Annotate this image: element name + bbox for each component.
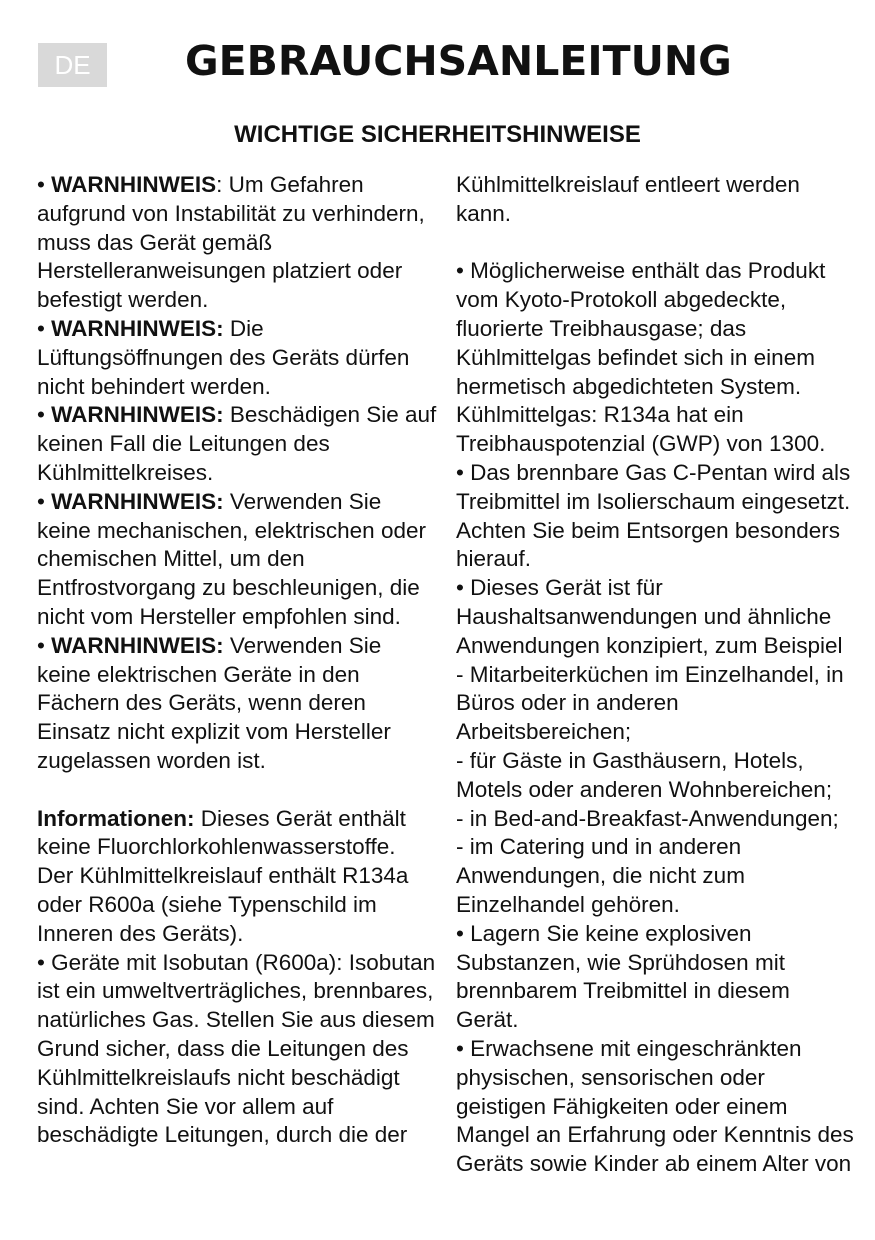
text-line: Anwendungen, die nicht zum bbox=[456, 863, 745, 889]
text-line: • Dieses Gerät ist für bbox=[456, 575, 663, 601]
text-line: Herstelleranweisungen platziert oder bbox=[37, 258, 403, 284]
text-line: Informationen: Dieses Gerät enthält bbox=[37, 805, 406, 831]
text-line: • Geräte mit Isobutan (R600a): Isobutan bbox=[37, 949, 436, 975]
text-line: - Mitarbeiterküchen im Einzelhandel, in bbox=[456, 661, 844, 687]
left-text-column bbox=[37, 171, 447, 1150]
text-line: Treibhauspotenzial (GWP) von 1300. bbox=[456, 431, 826, 457]
text-line: keinen Fall die Leitungen des bbox=[37, 431, 330, 457]
text-line: Mangel an Erfahrung oder Kenntnis des bbox=[456, 1122, 854, 1148]
text-line: • Lagern Sie keine explosiven bbox=[456, 920, 752, 946]
text-line: Einzelhandel gehören. bbox=[456, 891, 680, 917]
text-line: • WARNHINWEIS: Verwenden Sie bbox=[37, 488, 382, 514]
text-line: • Möglicherweise enthält das Produkt bbox=[456, 258, 826, 284]
text-line: natürliches Gas. Stellen Sie aus diesem bbox=[37, 1007, 435, 1033]
text-line: • Erwachsene mit eingeschränkten bbox=[456, 1035, 802, 1061]
text-line: Gerät. bbox=[456, 1007, 519, 1033]
text-line: Achten Sie beim Entsorgen besonders bbox=[456, 517, 840, 543]
page-title: GEBRAUCHSANLEITUNG bbox=[185, 37, 732, 85]
text-line: physischen, sensorischen oder bbox=[456, 1064, 765, 1090]
text-line: oder R600a (siehe Typenschild im bbox=[37, 891, 377, 917]
text-line: ist ein umweltverträgliches, brennbares, bbox=[37, 978, 434, 1004]
text-line: - im Catering und in anderen bbox=[456, 834, 742, 860]
text-line: Büros oder in anderen bbox=[456, 690, 679, 716]
text-line: aufgrund von Instabilität zu verhindern, bbox=[37, 200, 425, 226]
text-line: zugelassen worden ist. bbox=[37, 747, 266, 773]
text-line: Kühlmittelgas: R134a hat ein bbox=[456, 402, 744, 428]
text-line: chemischen Mittel, um den bbox=[37, 546, 305, 572]
text-line: geistigen Fähigkeiten oder einem bbox=[456, 1093, 788, 1119]
text-line: • WARNHINWEIS: Beschädigen Sie auf bbox=[37, 402, 437, 428]
text-line: • WARNHINWEIS: Verwenden Sie bbox=[37, 632, 382, 658]
text-line: brennbarem Treibmittel in diesem bbox=[456, 978, 790, 1004]
text-line: nicht vom Hersteller empfohlen sind. bbox=[37, 603, 401, 629]
text-line: keine elektrischen Geräte in den bbox=[37, 661, 360, 687]
text-line: hermetisch abgedichteten System. bbox=[456, 373, 802, 399]
text-line: Haushaltsanwendungen und ähnliche bbox=[456, 603, 832, 629]
text-line: • Das brennbare Gas C-Pentan wird als bbox=[456, 459, 851, 485]
text-line: muss das Gerät gemäß bbox=[37, 229, 273, 255]
text-line: Inneren des Geräts). bbox=[37, 920, 244, 946]
text-line: sind. Achten Sie vor allem auf bbox=[37, 1093, 334, 1119]
text-line: befestigt werden. bbox=[37, 287, 209, 313]
paragraph-gap bbox=[456, 229, 866, 258]
text-line: Der Kühlmittelkreislauf enthält R134a bbox=[37, 863, 409, 889]
right-text-column bbox=[456, 171, 866, 1179]
text-line: Lüftungsöffnungen des Geräts dürfen bbox=[37, 344, 410, 370]
text-line: Anwendungen konzipiert, zum Beispiel bbox=[456, 632, 843, 658]
text-line: Einsatz nicht explizit vom Hersteller bbox=[37, 719, 391, 745]
text-line: keine mechanischen, elektrischen oder bbox=[37, 517, 426, 543]
text-line: • WARNHINWEIS: Die bbox=[37, 315, 264, 341]
text-line: beschädigte Leitungen, durch die der bbox=[37, 1122, 408, 1148]
text-line: fluorierte Treibhausgase; das bbox=[456, 315, 747, 341]
text-line: kann. bbox=[456, 200, 512, 226]
text-line: Kühlmittelgas befindet sich in einem bbox=[456, 344, 815, 370]
text-line: Substanzen, wie Sprühdosen mit bbox=[456, 949, 785, 975]
text-line: • WARNHINWEIS: Um Gefahren bbox=[37, 172, 364, 197]
section-heading: WICHTIGE SICHERHEITSHINWEISE bbox=[234, 121, 641, 148]
text-line: Entfrostvorgang zu beschleunigen, die bbox=[37, 575, 420, 601]
text-line: keine Fluorchlorkohlenwasserstoffe. bbox=[37, 834, 396, 860]
text-line: hierauf. bbox=[456, 546, 532, 572]
text-line: - in Bed-and-Breakfast-Anwendungen; bbox=[456, 805, 839, 831]
text-line: Kühlmittelkreises. bbox=[37, 459, 214, 485]
text-line: Arbeitsbereichen; bbox=[456, 719, 632, 745]
text-line: vom Kyoto-Protokoll abgedeckte, bbox=[456, 287, 787, 313]
text-line: Motels oder anderen Wohnbereichen; bbox=[456, 776, 833, 802]
text-line: Grund sicher, dass die Leitungen des bbox=[37, 1035, 409, 1061]
text-line: Fächern des Geräts, wenn deren bbox=[37, 690, 366, 716]
text-line: Kühlmittelkreislauf entleert werden bbox=[456, 172, 800, 197]
text-line: Geräts sowie Kinder ab einem Alter von bbox=[456, 1151, 852, 1177]
text-line: - für Gäste in Gasthäusern, Hotels, bbox=[456, 747, 804, 773]
paragraph-gap bbox=[37, 776, 447, 805]
text-line: Kühlmittelkreislaufs nicht beschädigt bbox=[37, 1064, 400, 1090]
text-line: Treibmittel im Isolierschaum eingesetzt. bbox=[456, 488, 851, 514]
text-line: nicht behindert werden. bbox=[37, 373, 271, 399]
language-badge: DE bbox=[38, 43, 107, 87]
